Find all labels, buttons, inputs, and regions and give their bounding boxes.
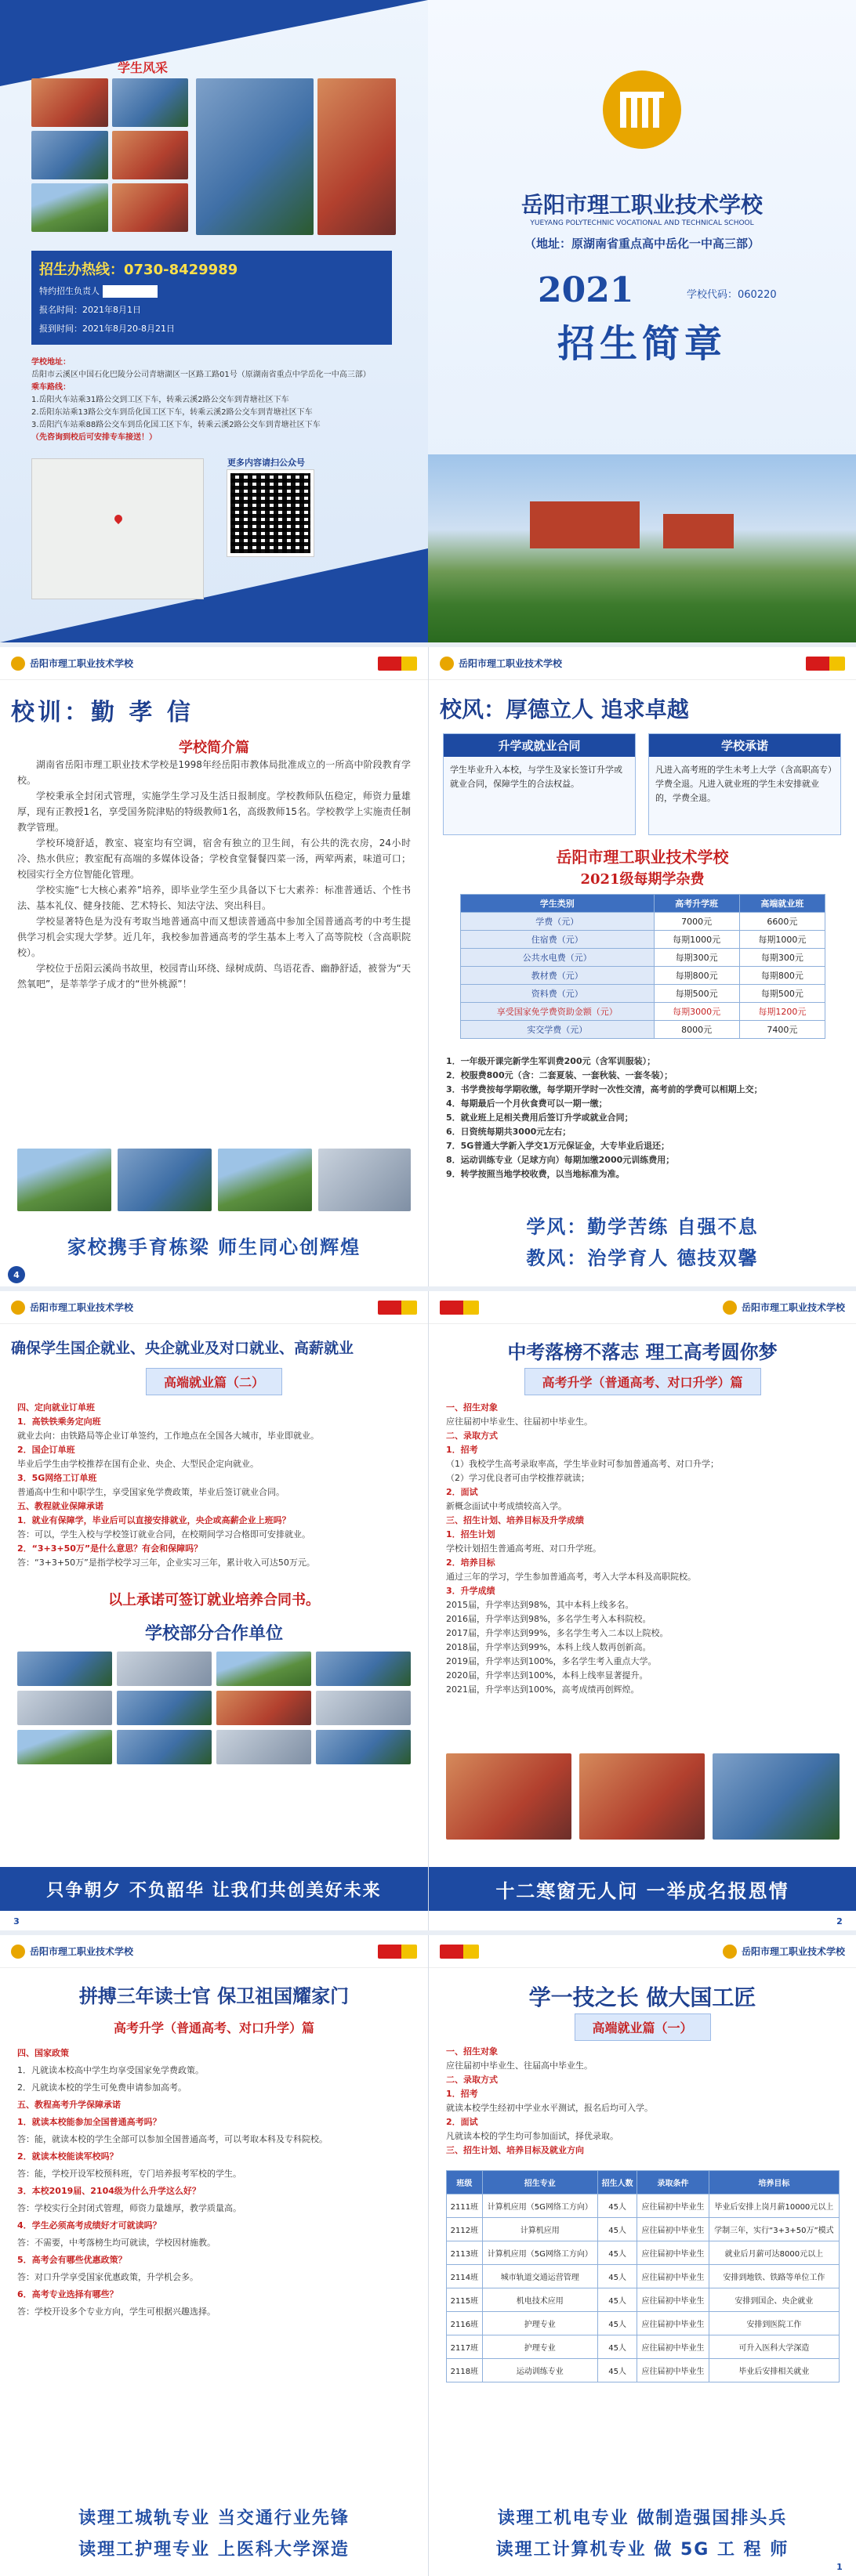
major-cell: 2116班 xyxy=(447,2312,483,2335)
major-row xyxy=(447,2265,840,2288)
fee-title: 岳阳市理工职业技术学校 xyxy=(556,848,729,867)
major-cell: 学制三年，实行“3+3+50万”模式 xyxy=(709,2218,839,2241)
slogan-line: 读理工机电专业 做制造强国排头兵 xyxy=(497,2509,788,2528)
intro-paragraph: 学校显著特色是为没有考取当地普通高中而又想读普通高中参加全国普通高考的中考生提供学习机会实现大学梦。近几年，我校参加普通高考的学生基本上考入了高等院校（含高职院校）。 xyxy=(17,916,411,958)
header-school: 岳阳市理工职业技术学校 xyxy=(741,1302,845,1313)
major-row xyxy=(447,2194,840,2218)
text-line: 答：学校实行全封闭式管理，师资力量雄厚，教学质量高。 xyxy=(17,2203,241,2213)
event-photo xyxy=(579,1753,705,1840)
text-line: （1）我校学生高考录取率高，学生毕业时可参加普通高考、对口升学； xyxy=(446,1459,719,1469)
major-cell: 2113班 xyxy=(447,2241,483,2265)
major-row xyxy=(447,2288,840,2312)
major-cell: 45人 xyxy=(597,2359,637,2382)
student-photo xyxy=(112,131,189,179)
headline: 拼搏三年读士官 保卫祖国耀家门 xyxy=(78,1985,350,2007)
header-school: 岳阳市理工职业技术学校 xyxy=(459,658,563,669)
section-title: 高端就业篇（二） xyxy=(146,1368,282,1395)
campus-building xyxy=(663,514,734,548)
text-line: 2018届，升学率达到99%，本科上线人数再创新高。 xyxy=(446,1642,651,1652)
text-line: 1．凡就读本校高中学生均享受国家免学费政策。 xyxy=(17,2065,204,2075)
partner-photo xyxy=(216,1730,311,1764)
page-fees xyxy=(428,647,856,1286)
school-name: 岳阳市理工职业技术学校 xyxy=(520,192,763,218)
address-line: 岳阳市云溪区中国石化巴陵分公司青塘湖区一区路工路01号（原湖南省重点中学岳化一中高三部） xyxy=(31,371,371,379)
event-photo xyxy=(446,1753,571,1840)
exam-text xyxy=(446,1401,839,1697)
text-line: 2．面试 xyxy=(446,1487,478,1497)
header-school: 岳阳市理工职业技术学校 xyxy=(30,1302,134,1313)
fee-cell: 每期800元 xyxy=(739,967,825,985)
page-exam-1 xyxy=(428,1291,856,1930)
page-number: 4 xyxy=(8,1266,25,1283)
text-line: 2020届，升学率达到100%，本科上线率显著提升。 xyxy=(446,1670,648,1681)
fee-note: 1．一年级开课完新学生军训费200元（含军训服装）； xyxy=(446,1056,656,1066)
major-header: 录取条件 xyxy=(637,2171,709,2194)
major-row xyxy=(447,2335,840,2359)
school-name-en: YUEYANG POLYTECHNIC VOCATIONAL AND TECHNICAL SCHOOL xyxy=(530,219,754,227)
partner-photo xyxy=(17,1652,112,1686)
header-school: 岳阳市理工职业技术学校 xyxy=(741,1946,845,1957)
fee-cell: 每期500元 xyxy=(739,985,825,1003)
campus-photo xyxy=(17,1149,111,1211)
card-title: 学校承诺 xyxy=(649,734,840,757)
partner-photo xyxy=(117,1730,212,1764)
header-school: 岳阳市理工职业技术学校 xyxy=(30,658,134,669)
text-line: 2015届，升学率达到98%，其中本科上线多名。 xyxy=(446,1600,634,1610)
partner-photo xyxy=(17,1730,112,1764)
campus-photo xyxy=(218,1149,312,1211)
text-line: 答：“3+3+50万”是指学校学习三年，企业实习三年，累计收入可达50万元。 xyxy=(17,1558,315,1568)
contact-label: 特约招生负责人 xyxy=(39,286,100,296)
fee-note: 4．每期最后一个月伙食费可以一期一缴； xyxy=(446,1098,608,1109)
fee-row xyxy=(461,949,825,967)
intro-paragraph: 湖南省岳阳市理工职业技术学校是1998年经岳阳市教体局批准成立的一所高中阶段教育学校。 xyxy=(17,759,411,786)
major-cell: 运动训练专业 xyxy=(482,2359,597,2382)
text-line: 2．就读本校能读军校吗？ xyxy=(17,2151,118,2162)
page-header xyxy=(0,647,428,680)
student-photo xyxy=(112,183,189,232)
text-line: 五、教程就业保障承诺 xyxy=(17,1501,103,1511)
fee-row xyxy=(461,1003,825,1021)
fee-note: 6．日资统每期共3000元左右； xyxy=(446,1127,571,1137)
major-cell: 2118班 xyxy=(447,2359,483,2382)
major-cell: 护理专业 xyxy=(482,2312,597,2335)
fee-cell: 享受国家免学费资助金额（元） xyxy=(461,1003,655,1021)
text-line: 1．就读本校能参加全国普通高考吗？ xyxy=(17,2117,161,2127)
student-photo-wide xyxy=(317,78,396,235)
page-header xyxy=(429,1935,856,1968)
text-line: 答：可以，学生入校与学校签订就业合同，在校期间学习合格即可安排就业。 xyxy=(17,1529,310,1539)
school-address: （地址：原湖南省重点高中岳化一中高三部） xyxy=(524,237,760,251)
major-cell: 45人 xyxy=(597,2218,637,2241)
fee-note: 7．5G普通大学新入学交1万元保证金，大专毕业后退还； xyxy=(446,1141,669,1151)
flag-icon xyxy=(806,657,845,671)
school-logo-icon xyxy=(11,1301,25,1315)
text-line: 3．5G网络工订单班 xyxy=(17,1473,97,1483)
major-cell: 45人 xyxy=(597,2265,637,2288)
style-heading: 学生风采 xyxy=(118,60,169,75)
bottom-slogan xyxy=(0,2499,428,2570)
fee-cell: 每期1000元 xyxy=(739,931,825,949)
fee-cell: 8000元 xyxy=(654,1021,739,1039)
major-cell: 就业后月薪可达8000元以上 xyxy=(709,2241,839,2265)
major-cell: 毕业后安排上岗月薪10000元以上 xyxy=(709,2194,839,2218)
intro-paragraph: 学校实施“七大核心素养”培养，即毕业学生至少具备以下七大素养：标准普通话、个性书法、基本礼仪、健身技能、艺术特长、知法守法、突出科目。 xyxy=(17,885,411,911)
text-line: 毕业后学生由学校推荐在国有企业、央企、大型民企定向就业。 xyxy=(17,1459,259,1469)
reg-time: 报名时间：2021年8月1日 xyxy=(39,305,141,315)
page-employment-2 xyxy=(0,1291,428,1930)
fee-note: 8．运动训练专业（足球方向）每期加缴2000元训练费用； xyxy=(446,1155,675,1165)
fee-cell: 每期1200元 xyxy=(739,1003,825,1021)
major-cell: 应往届初中毕业生 xyxy=(637,2265,709,2288)
headline: 学一技之长 做大国工匠 xyxy=(528,1984,756,2010)
major-cell: 45人 xyxy=(597,2241,637,2265)
text-line: 6．高考专业选择有哪些？ xyxy=(17,2289,118,2299)
major-cell: 应往届初中毕业生 xyxy=(637,2288,709,2312)
exam-text xyxy=(17,2045,411,2321)
section-title: 学校简介篇 xyxy=(179,740,249,756)
text-line: 1．招生计划 xyxy=(446,1529,495,1539)
fee-cell: 7000元 xyxy=(654,913,739,931)
student-photo xyxy=(31,78,108,127)
fee-note: 2．校服费800元（含：二套夏装、一套秋装、一套冬装）； xyxy=(446,1070,673,1080)
fee-table xyxy=(460,894,825,1039)
text-line: 1．招考 xyxy=(446,2089,478,2099)
bottom-slogan: 只争朝夕 不负韶华 让我们共创美好未来 xyxy=(0,1867,428,1911)
major-cell: 安排到地铁、铁路等单位工作 xyxy=(709,2265,839,2288)
qr-code[interactable] xyxy=(227,470,314,556)
fee-row xyxy=(461,985,825,1003)
text-line: 三、招生计划、培养目标及升学成绩 xyxy=(446,1515,584,1525)
major-cell: 2112班 xyxy=(447,2218,483,2241)
school-logo-icon xyxy=(11,657,25,671)
partner-photo xyxy=(216,1691,311,1725)
contact-name-box xyxy=(103,285,158,298)
headline: 中考落榜不落志 理工高考圆你梦 xyxy=(507,1341,778,1363)
major-row xyxy=(447,2241,840,2265)
text-line: 4．学生必须高考成绩好才可就读吗？ xyxy=(17,2220,161,2230)
page-header xyxy=(429,1291,856,1324)
partner-photo xyxy=(17,1691,112,1725)
text-line: 3．本校2019届、2104级为什么升学这么好？ xyxy=(17,2186,201,2196)
student-photo xyxy=(112,78,189,127)
fee-cell: 公共水电费（元） xyxy=(461,949,655,967)
flag-icon xyxy=(440,1301,479,1315)
promise-card xyxy=(648,733,841,835)
card-text: 学生毕业升入本校，与学生及家长签订升学或就业合同，保障学生的合法权益。 xyxy=(450,765,622,789)
major-cell: 应往届初中毕业生 xyxy=(637,2312,709,2335)
text-line: 四、定向就业订单班 xyxy=(17,1402,95,1413)
fee-cell: 资料费（元） xyxy=(461,985,655,1003)
major-header: 培养目标 xyxy=(709,2171,839,2194)
major-cell: 计算机应用 xyxy=(482,2218,597,2241)
address-line: （先咨询到校后可安排专车接送！） xyxy=(31,433,157,442)
page-header xyxy=(429,647,856,680)
student-photo xyxy=(31,131,108,179)
major-cell: 应往届初中毕业生 xyxy=(637,2335,709,2359)
intro-text xyxy=(17,757,411,992)
slogan-line: 读理工护理专业 上医科大学深造 xyxy=(78,2540,350,2560)
fee-cell: 学费（元） xyxy=(461,913,655,931)
text-line: （2）学习优良者可由学校推荐就读； xyxy=(446,1473,589,1483)
major-cell: 护理专业 xyxy=(482,2335,597,2359)
partner-grid xyxy=(17,1652,411,1764)
text-line: 答：能，学校开设军校预科班，专门培养报考军校的学生。 xyxy=(17,2169,241,2179)
slogan-line: 读理工城轨专业 当交通行业先锋 xyxy=(78,2509,350,2528)
text-line: 答：对口升学享受国家优惠政策，升学机会多。 xyxy=(17,2272,198,2282)
text-line: 3．升学成绩 xyxy=(446,1586,495,1596)
major-cell: 机电技术应用 xyxy=(482,2288,597,2312)
fee-row xyxy=(461,967,825,985)
major-cell: 应往届初中毕业生 xyxy=(637,2218,709,2241)
fee-header: 高考升学班 xyxy=(654,895,739,913)
text-line: 就业去向：由铁路局等企业订单签约，工作地点在全国各大城市，毕业即就业。 xyxy=(17,1431,319,1441)
text-line: 一、招生对象 xyxy=(446,1402,498,1413)
text-line: 普通高中生和中职学生，享受国家免学费政策，毕业后签订就业合同。 xyxy=(17,1487,285,1497)
headline: 确保学生国企就业、央企就业及对口就业、高薪就业 xyxy=(11,1340,354,1357)
major-cell: 安排到国企、央企就业 xyxy=(709,2288,839,2312)
fee-header: 学生类别 xyxy=(461,895,655,913)
major-cell: 应往届初中毕业生 xyxy=(637,2359,709,2382)
header-school: 岳阳市理工职业技术学校 xyxy=(30,1946,134,1957)
address-line: 3.岳阳汽车站乘88路公交车到岳化国工区下车，转乘云溪2路公交车到青塘社区下车 xyxy=(31,421,321,429)
fee-subtitle: 2021级每期学杂费 xyxy=(580,871,705,888)
motto: 校风：厚德立人 追求卓越 xyxy=(440,696,689,722)
partner-photo xyxy=(117,1652,212,1686)
page-exam-2 xyxy=(0,1935,428,2576)
page-header xyxy=(0,1935,428,1968)
student-photo-wide xyxy=(196,78,314,235)
text-line: 三、招生计划、培养目标及就业方向 xyxy=(446,2145,584,2155)
text-line: 1．招考 xyxy=(446,1445,478,1455)
fee-notes xyxy=(446,1055,839,1181)
fee-cell: 每期300元 xyxy=(654,949,739,967)
section-title: 高端就业篇（一） xyxy=(574,2013,710,2041)
text-line: 五、教程高考升学保障承诺 xyxy=(17,2100,121,2110)
text-line: 2．国企订单班 xyxy=(17,1445,75,1455)
promise-line: 以上承诺可签订就业培养合同书。 xyxy=(108,1592,320,1608)
hotline-number[interactable]: 招生办热线：0730-8429989 xyxy=(39,262,238,278)
fee-cell: 每期500元 xyxy=(654,985,739,1003)
fee-cell: 实交学费（元） xyxy=(461,1021,655,1039)
text-line: 凡就读本校的学生均可参加面试，择优录取。 xyxy=(446,2131,618,2141)
fee-header: 高端就业班 xyxy=(739,895,825,913)
page-number: 3 xyxy=(8,1912,25,1930)
text-line: 通过三年的学习，学生参加普通高考，考入大学本科及高职院校。 xyxy=(446,1572,696,1582)
major-cell: 45人 xyxy=(597,2335,637,2359)
partner-photo xyxy=(117,1691,212,1725)
school-logo-icon xyxy=(723,1301,737,1315)
location-map[interactable] xyxy=(31,458,204,599)
major-cell: 可升入医科大学深造 xyxy=(709,2335,839,2359)
bottom-slogan xyxy=(429,1207,856,1278)
address-block xyxy=(31,356,397,444)
map-pin-icon xyxy=(113,513,124,524)
major-cell: 计算机应用（5G网络工方向） xyxy=(482,2241,597,2265)
student-photo xyxy=(31,183,108,232)
text-line: 学校计划招生普通高考班、对口升学班。 xyxy=(446,1543,601,1554)
major-cell: 45人 xyxy=(597,2194,637,2218)
contract-card xyxy=(443,733,636,835)
fee-note: 9．转学按照当地学校收费，以当地标准为准。 xyxy=(446,1169,625,1179)
card-text: 凡进入高考班的学生未考上大学（含高职高专）学费全退。凡进入就业班的学生未安排就业的，学费全退。 xyxy=(655,765,832,803)
bottom-slogan xyxy=(429,2499,856,2570)
text-line: 答：学校开设多个专业方向，学生可根据兴趣选择。 xyxy=(17,2306,216,2317)
section-title: 高考升学（普通高考、对口升学）篇 xyxy=(524,1368,760,1395)
major-cell: 应往届初中毕业生 xyxy=(637,2194,709,2218)
major-header: 招生人数 xyxy=(597,2171,637,2194)
campus-photo xyxy=(118,1149,212,1211)
flag-icon xyxy=(440,1945,479,1959)
fee-note: 5．就业班上足相关费用后签订升学或就业合同； xyxy=(446,1113,633,1123)
page-number: 2 xyxy=(831,1912,848,1930)
intro-paragraph: 学校秉承全封闭式管理，实施学生学习及生活日报制度。学校教师队伍稳定，师资力量雄厚，现有正教授1名，享受国务院津贴的特级教师1名，高级教师15名。学校教学上实施责任制教学管理。 xyxy=(17,791,411,833)
text-line: 2021届，升学率达到100%，高考成绩再创辉煌。 xyxy=(446,1684,640,1695)
event-photo xyxy=(713,1753,840,1840)
text-line: 应往届初中毕业生、往届初中毕业生。 xyxy=(446,1416,593,1427)
fee-cell: 每期300元 xyxy=(739,949,825,967)
partner-photo xyxy=(316,1691,411,1725)
major-cell: 2111班 xyxy=(447,2194,483,2218)
qr-caption: 更多内容请扫公众号 xyxy=(227,458,305,468)
fee-cell: 6600元 xyxy=(739,913,825,931)
partner-photo xyxy=(216,1652,311,1686)
year: 2021 xyxy=(538,270,634,310)
major-cell: 45人 xyxy=(597,2288,637,2312)
flag-icon xyxy=(378,1301,417,1315)
school-code: 学校代码：060220 xyxy=(687,289,777,301)
text-line: 二、录取方式 xyxy=(446,1431,498,1441)
slogan-line: 教风：治学育人 德技双馨 xyxy=(526,1247,759,1269)
slogan-line: 学风：勤学苦练 自强不息 xyxy=(526,1216,759,1238)
cover-back xyxy=(0,0,428,642)
text-line: 2019届，升学率达到100%，多名学生考入重点大学。 xyxy=(446,1656,657,1666)
campus-photo xyxy=(428,454,856,642)
major-cell: 毕业后安排相关就业 xyxy=(709,2359,839,2382)
major-row xyxy=(447,2218,840,2241)
intro-paragraph: 学校位于岳阳云溪尚书故里，校园青山环绕、绿树成荫、鸟语花香、幽静舒适，被誉为“天然氧吧”，是莘莘学子成才的“世外桃源”！ xyxy=(17,963,411,990)
school-logo xyxy=(603,71,681,149)
page-intro xyxy=(0,647,428,1286)
main-title: 招生简章 xyxy=(557,322,727,366)
fee-cell: 每期800元 xyxy=(654,967,739,985)
fee-row xyxy=(461,931,825,949)
major-header: 招生专业 xyxy=(482,2171,597,2194)
fee-note: 3．书学费按每学期收缴，每学期开学时一次性交清，高考前的学费可以相期上交； xyxy=(446,1084,763,1094)
bottom-slogan: 十二寒窗无人问 一举成名报恩情 xyxy=(429,1867,856,1911)
text-line: 2．面试 xyxy=(446,2117,478,2127)
campus-building xyxy=(530,501,640,548)
fee-cell: 教材费（元） xyxy=(461,967,655,985)
flag-icon xyxy=(378,1945,417,1959)
major-table xyxy=(446,2170,840,2382)
text-line: 一、招生对象 xyxy=(446,2046,498,2057)
text-line: 2016届，升学率达到98%，多名学生考入本科院校。 xyxy=(446,1614,651,1624)
fee-row xyxy=(461,913,825,931)
slogan-line: 读理工计算机专业 做 5G 工 程 师 xyxy=(495,2540,789,2560)
motto: 校训：勤 孝 信 xyxy=(11,699,194,726)
major-cell: 计算机应用（5G网络工方向） xyxy=(482,2194,597,2218)
address-line: 乘车路线： xyxy=(31,383,71,392)
page-number: 1 xyxy=(831,2558,848,2575)
text-line: 四、国家政策 xyxy=(17,2048,69,2058)
partner-photo xyxy=(316,1652,411,1686)
page-employment-1 xyxy=(428,1935,856,2576)
columns-icon xyxy=(620,92,664,128)
school-logo-icon xyxy=(723,1945,737,1959)
section-title: 高考升学（普通高考、对口升学）篇 xyxy=(113,2021,315,2035)
text-line: 应往届初中毕业生、往届高中毕业生。 xyxy=(446,2060,593,2071)
employment-text xyxy=(446,2045,839,2158)
major-row xyxy=(447,2359,840,2382)
bottom-slogan: 家校携手育栋梁 师生同心创辉煌 xyxy=(0,1223,428,1267)
fee-cell: 每期1000元 xyxy=(654,931,739,949)
address-line: 学校地址： xyxy=(31,358,71,367)
major-header: 班级 xyxy=(447,2171,483,2194)
major-cell: 2117班 xyxy=(447,2335,483,2359)
text-line: 2．“3+3+50万”是什么意思？有会和保障吗？ xyxy=(17,1543,203,1554)
text-line: 答：不需要，中考落榜生均可就读，学校因材施教。 xyxy=(17,2238,216,2248)
text-line: 2017届，升学率达到99%，多名学生考入二本以上院校。 xyxy=(446,1628,669,1638)
text-line: 答：能，就读本校的学生全部可以参加全国普通高考，可以考取本科及专科院校。 xyxy=(17,2134,328,2144)
text-line: 新概念面试中考成绩较高入学。 xyxy=(446,1501,567,1511)
text-line: 就读本校学生经初中学业水平测试，报名后均可入学。 xyxy=(446,2103,653,2113)
report-time: 报到时间：2021年8月20-8月21日 xyxy=(39,324,175,334)
text-line: 5．高考会有哪些优惠政策？ xyxy=(17,2255,127,2265)
flag-icon xyxy=(378,657,417,671)
partner-photo xyxy=(316,1730,411,1764)
partner-title: 学校部分合作单位 xyxy=(144,1624,283,1644)
address-line: 1.岳阳火车站乘31路公交到工区下车，转乘云溪2路公交车到青塘社区下车 xyxy=(31,396,289,404)
cover-decoration xyxy=(0,0,428,86)
fee-cell: 7400元 xyxy=(739,1021,825,1039)
card-title: 升学或就业合同 xyxy=(444,734,635,757)
school-logo-icon xyxy=(440,657,454,671)
intro-paragraph: 学校环境舒适，教室、寝室均有空调，宿舍有独立的卫生间，有公共的洗衣房，24小时冷、热水供应；教室配有高端的多媒体设备；学校食堂餐餐四菜一汤，两荤两素，味道可口；校园实行全方位智能化管理。 xyxy=(17,838,411,880)
campus-photo xyxy=(318,1149,411,1211)
text-line: 1．就业有保障学，毕业后可以直接安排就业，央企或高薪企业上班吗？ xyxy=(17,1515,291,1525)
page-header xyxy=(0,1291,428,1324)
major-cell: 应往届初中毕业生 xyxy=(637,2241,709,2265)
text-line: 1．高铁铁乘务定向班 xyxy=(17,1416,101,1427)
major-cell: 45人 xyxy=(597,2312,637,2335)
major-row xyxy=(447,2312,840,2335)
text-line: 2．凡就读本校的学生可免费申请参加高考。 xyxy=(17,2082,187,2093)
employment-text xyxy=(17,1401,411,1570)
school-logo-icon xyxy=(11,1945,25,1959)
text-line: 二、录取方式 xyxy=(446,2075,498,2085)
major-cell: 城市轨道交通运营管理 xyxy=(482,2265,597,2288)
student-photos xyxy=(31,78,188,232)
fee-cell: 每期3000元 xyxy=(654,1003,739,1021)
text-line: 2．培养目标 xyxy=(446,1558,495,1568)
fee-row xyxy=(461,1021,825,1039)
fee-cell: 住宿费（元） xyxy=(461,931,655,949)
hotline-box xyxy=(31,251,392,345)
address-line: 2.岳阳东站乘13路公交车到岳化国工区下车，转乘云溪2路公交车到青塘社区下车 xyxy=(31,408,313,417)
major-cell: 2115班 xyxy=(447,2288,483,2312)
major-cell: 2114班 xyxy=(447,2265,483,2288)
major-cell: 安排到医院工作 xyxy=(709,2312,839,2335)
